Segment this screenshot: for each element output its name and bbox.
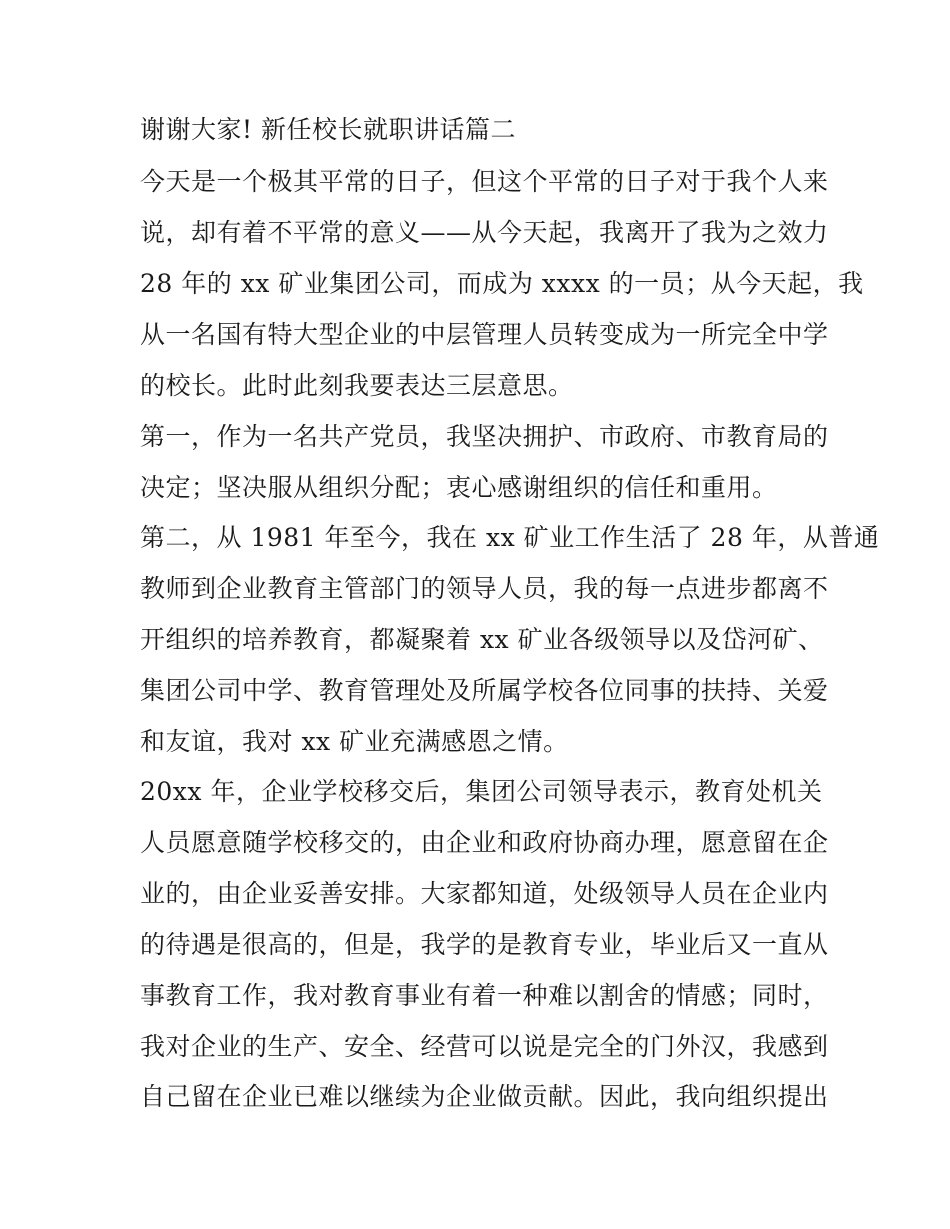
text-line: 自己留在企业已难以继续为企业做贡献。因此，我向组织提出 [140, 1082, 829, 1111]
text-line: 事教育工作，我对教育事业有着一种难以割舍的情感；同时， [140, 981, 829, 1010]
text-line: 决定；坚决服从组织分配；衷心感谢组织的信任和重用。 [140, 473, 778, 502]
text-line: 第二，从 1981 年至今，我在 xx 矿业工作生活了 28 年，从普通 [140, 523, 880, 552]
text-line: 的待遇是很高的，但是，我学的是教育专业，毕业后又一直从 [140, 930, 829, 959]
text-line: 的校长。此时此刻我要表达三层意思。 [140, 371, 574, 400]
text-line: 人员愿意随学校移交的，由企业和政府协商办理，愿意留在企 [140, 828, 829, 857]
text-line: 说，却有着不平常的意义——从今天起，我离开了我为之效力 [140, 218, 829, 247]
text-line: 第一，作为一名共产党员，我坚决拥护、市政府、市教育局的 [140, 422, 829, 451]
text-line: 20xx 年，企业学校移交后，集团公司领导表示，教育处机关 [140, 777, 823, 806]
text-line: 从一名国有特大型企业的中层管理人员转变成为一所完全中学 [140, 320, 829, 349]
text-line: 和友谊，我对 xx 矿业充满感恩之情。 [140, 727, 569, 756]
text-line: 集团公司中学、教育管理处及所属学校各位同事的扶持、关爱 [140, 676, 829, 705]
text-line: 我对企业的生产、安全、经营可以说是完全的门外汉，我感到 [140, 1032, 829, 1061]
text-line: 今天是一个极其平常的日子，但这个平常的日子对于我个人来 [140, 167, 829, 196]
text-line: 28 年的 xx 矿业集团公司，而成为 xxxx 的一员；从今天起，我 [140, 269, 864, 298]
document-title: 谢谢大家! 新任校长就职讲话篇二 [140, 115, 516, 144]
text-line: 开组织的培养教育，都凝聚着 xx 矿业各级领导以及岱河矿、 [140, 625, 824, 654]
text-line: 教师到企业教育主管部门的领导人员，我的每一点进步都离不 [140, 574, 829, 603]
text-line: 业的，由企业妥善安排。大家都知道，处级领导人员在企业内 [140, 879, 829, 908]
